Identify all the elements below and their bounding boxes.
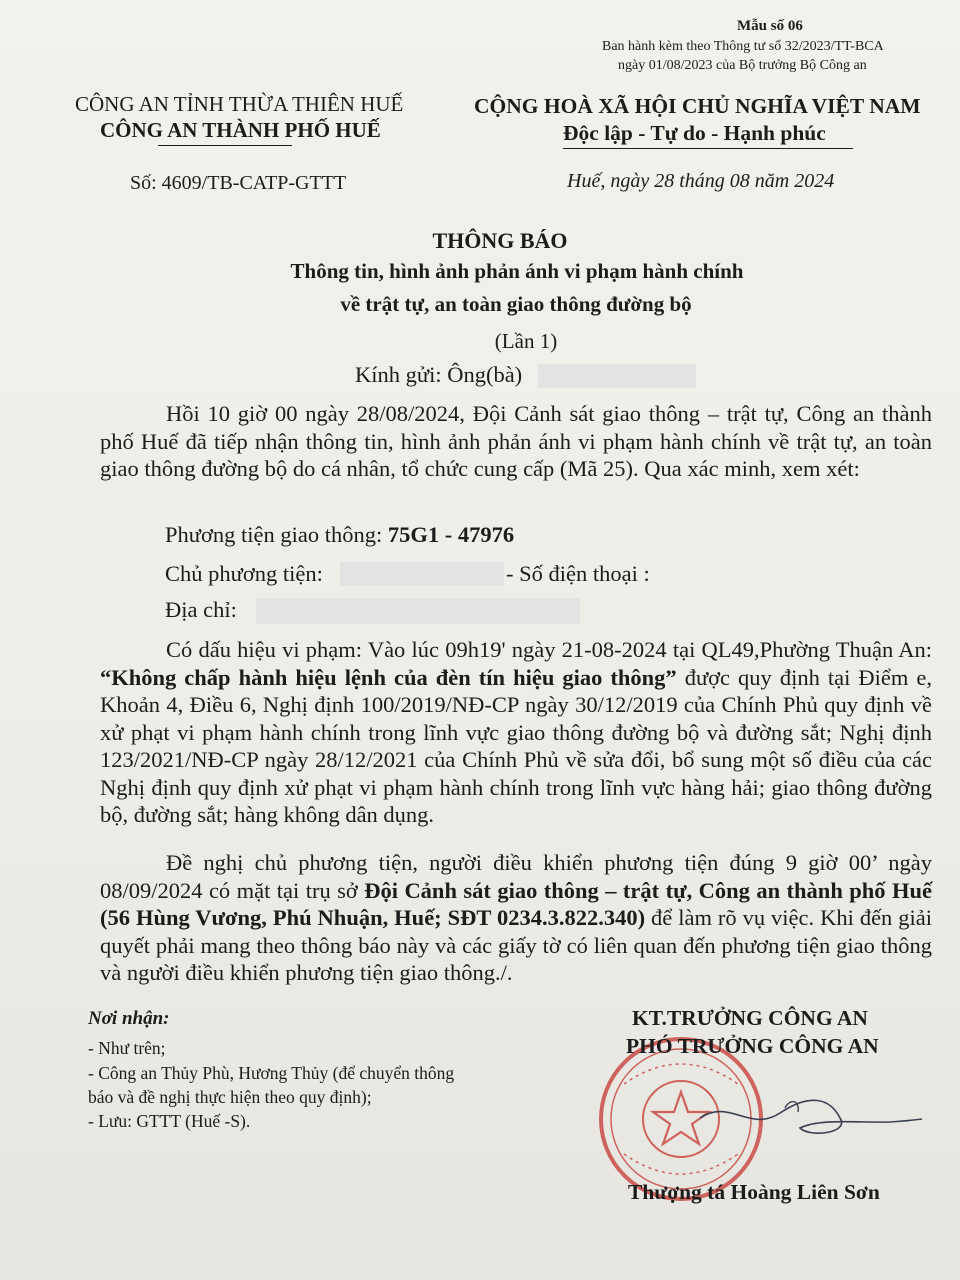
form-issued-line-2: ngày 01/08/2023 của Bộ trưởng Bộ Công an <box>618 58 867 73</box>
document-number: Số: 4609/TB-CATP-GTTT <box>130 172 347 194</box>
intro-text: Hồi 10 giờ 00 ngày 28/08/2024, Đội Cảnh sát giao thông – trật tự, Công an thành phố Huế đã tiếp nhận thông tin, hình ảnh phản ánh vi phạm hành chính về trật tự, an toàn giao thông đường bộ do cá nhân, tổ chức cung cấp (Mã 25). Qua xác minh, xem xét: <box>100 401 932 481</box>
phone-label: - Số điện thoại : <box>506 561 650 586</box>
document-subtitle-2: về trật tự, an toàn giao thông đường bộ <box>340 292 692 316</box>
agency-name: CÔNG AN THÀNH PHỐ HUẾ <box>100 118 381 142</box>
document-subtitle-1: Thông tin, hình ảnh phản ánh vi phạm hành chính <box>290 259 744 283</box>
violation-lead: Có dấu hiệu vi phạm: Vào lúc 09h19' ngày 21-08-2024 tại QL49,Phường Thuận An: <box>166 637 932 662</box>
form-issued-line-1: Ban hành kèm theo Thông tư số 32/2023/TT-BCA <box>602 39 884 54</box>
recipients-title: Nơi nhận: <box>88 1008 170 1029</box>
document-title: THÔNG BÁO <box>432 228 568 253</box>
request-rest: để làm rõ vụ việc. Khi đến giải quyết phải mang theo thông báo này và các giấy tờ có liên quan đến phương tiện giao thông và người điều khiển phương tiện giao thông./. <box>100 905 932 985</box>
signature-scribble-icon <box>690 1078 930 1158</box>
redacted-addressee-name <box>538 364 696 388</box>
address-label: Địa chỉ: <box>165 597 237 622</box>
request-place: Đội Cảnh sát giao thông – trật tự, Công an thành phố Huế (56 Hùng Vương, Phú Nhuận, Huế; SĐT 0234.3.822.340) <box>100 877 932 930</box>
form-number: Mẫu số 06 <box>737 18 803 34</box>
nation-name: CỘNG HOÀ XÃ HỘI CHỦ NGHĨA VIỆT NAM <box>474 94 921 118</box>
notice-round: (Lần 1) <box>494 329 558 353</box>
request-lead: Đề nghị chủ phương tiện, người điều khiển phương tiện đúng 9 giờ 00’ ngày 08/09/2024 có mặt tại trụ sở <box>100 850 932 903</box>
intro-paragraph <box>100 400 932 483</box>
violation-act: “Không chấp hành hiệu lệnh của đèn tín hiệu giao thông” <box>100 664 677 690</box>
motto-underline <box>563 148 853 149</box>
recipient-item: - Như trên; <box>88 1038 166 1058</box>
owner-label: Chủ phương tiện: <box>165 561 323 586</box>
signature-title-2: PHÓ TRƯỞNG CÔNG AN <box>626 1034 879 1058</box>
signer-name: Thượng tá Hoàng Liên Sơn <box>628 1180 880 1204</box>
request-paragraph <box>100 849 932 987</box>
nation-motto: Độc lập - Tự do - Hạnh phúc <box>563 121 826 145</box>
signature-title-1: KT.TRƯỞNG CÔNG AN <box>632 1006 868 1030</box>
addressee-label: Kính gửi: Ông(bà) <box>355 362 523 387</box>
recipient-item: báo và đề nghị thực hiện theo quy định); <box>88 1087 372 1107</box>
agency-parent: CÔNG AN TỈNH THỪA THIÊN HUẾ <box>75 92 404 116</box>
place-date: Huế, ngày 28 tháng 08 năm 2024 <box>567 170 835 192</box>
recipient-item: - Công an Thủy Phù, Hương Thủy (để chuyển thông <box>88 1063 455 1083</box>
redacted-owner-name <box>340 562 504 586</box>
vehicle-plate: 75G1 - 47976 <box>387 522 515 547</box>
vehicle-label: Phương tiện giao thông: <box>165 522 388 547</box>
violation-paragraph <box>100 636 932 829</box>
violation-legal-basis: được quy định tại Điểm e, Khoản 4, Điều 6, Nghị định 100/2019/NĐ-CP ngày 30/12/2019 của Chính Phủ quy định về xử phạt vi phạm hành chính trong lĩnh vực giao thông đường bộ và đường sắt; Nghị định 123/2021/NĐ-CP ngày 28/12/2021 của Chính Phủ về sửa đổi, bổ sung một số điều của các Nghị định quy định xử phạt vi phạm hành chính trong lĩnh vực hàng hải; giao thông đường bộ, đường sắt; hàng không dân dụng. <box>100 664 932 827</box>
recipient-item: - Lưu: GTTT (Huế -S). <box>88 1111 251 1131</box>
redacted-address <box>256 598 580 624</box>
vehicle-line <box>165 522 514 548</box>
agency-underline <box>158 145 292 146</box>
